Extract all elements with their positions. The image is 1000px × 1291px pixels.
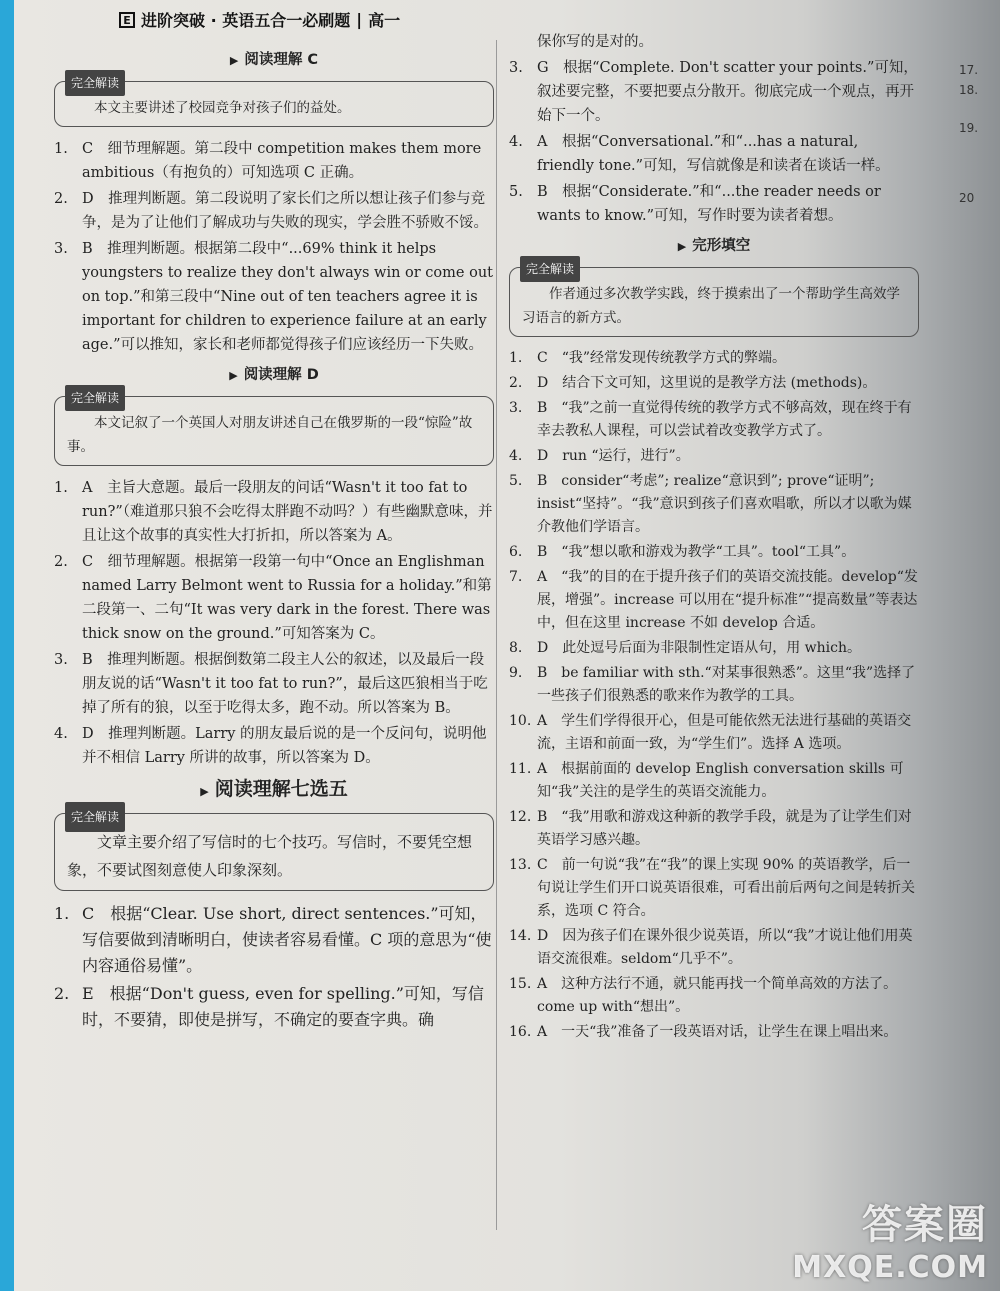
- header-separator: |: [356, 10, 363, 29]
- triangle-icon: ▶: [229, 54, 239, 67]
- full-analysis-tag: 完全解读: [65, 385, 125, 411]
- full-analysis-tag: 完全解读: [520, 256, 580, 282]
- answer-item: 5. B 根据“Considerate.”和“...the reader needs or wants to know.”可知，写作时要为读者着想。: [509, 184, 881, 224]
- section-title-reading-c: ▶ 阅读理解 C: [229, 52, 319, 68]
- answer-item: 5. B consider“考虑”; realize“意识到”; prove“证明”; insist“坚持”。“我”意识到孩子们喜欢唱歌，所以才以歌为媒介教他们学语言。: [509, 473, 912, 535]
- page-edge-strip: [0, 0, 14, 1291]
- summary-box-seven-choose-five: [54, 810, 494, 891]
- answer-item: 15. A 这种方法行不通，就只能再找一个简单高效的方法了。come up with“想出”。: [509, 976, 898, 1015]
- answer-item: 2. D 推理判断题。第二段说明了家长们之所以想让孩子们参与竞争，是为了让他们了解成功与失败的现实，学会胜不骄败不馁。: [54, 191, 488, 231]
- book-page: [14, 0, 1000, 1291]
- column-divider: [496, 40, 497, 1230]
- summary-text: 本文记叙了一个英国人对朋友讲述自己在俄罗斯的一段“惊险”故事。: [67, 415, 473, 455]
- answer-item: 2. C 细节理解题。根据第一段第一句中“Once an Englishman named Larry Belmont went to Russia for a holiday.”和第二段第一、二句“It was very dark in the forest. There was thick snow on the ground.”可知答案为 C。: [54, 554, 492, 642]
- answer-item: 3. G 根据“Complete. Don't scatter your points.”可知，叙述要完整，不要把要点分散开。彻底完成一个观点，再开始下一个。: [509, 60, 918, 124]
- section-title-cloze: ▶ 完形填空: [677, 238, 751, 254]
- answer-item: 10. A 学生们学得很开心，但是可能依然无法进行基础的英语交流，主语和前面一致，为“学生们”。选择 A 选项。: [509, 713, 912, 752]
- answer-item: 1. A 主旨大意题。最后一段朋友的问话“Wasn't it too fat to run?”（难道那只狼不会吃得太胖跑不动吗？）有些幽默意味，并且让这个故事的真实性大打折扣，所以答案为 A。: [54, 480, 493, 544]
- book-title: 进阶突破 · 英语五合一必刷题: [141, 11, 351, 30]
- summary-box-reading-c: [54, 76, 494, 127]
- left-column: [54, 42, 494, 1035]
- answer-item: 16. A 一天“我”准备了一段英语对话，让学生在课上唱出来。: [509, 1024, 898, 1040]
- full-analysis-tag: 完全解读: [65, 802, 125, 832]
- summary-text: 作者通过多次教学实践，终于摸索出了一个帮助学生高效学习语言的新方式。: [522, 286, 900, 326]
- summary-text: 文章主要介绍了写信时的七个技巧。写信时，不要凭空想象，不要试图刻意使人印象深刻。: [67, 833, 473, 879]
- answer-item: 13. C 前一句说“我”在“我”的课上实现 90% 的英语教学，后一句说让学生们开口说英语很难，可看出前后两句之间是转折关系，选项 C 符合。: [509, 857, 915, 919]
- answer-item: 3. B 推理判断题。根据第二段中“...69% think it helps youngsters to realize they don't always win or come out on top.”和第三段中“Nine out of ten teachers agree it is important for children to experience failure at an early age.”可以推知，家长和老师都觉得孩子们应该经历一下失败。: [54, 241, 493, 353]
- answer-item: 2. E 根据“Don't guess, even for spelling.”可知，写信时，不要猜，即使是拼写，不确定的要查字典。确: [54, 984, 484, 1029]
- answer-item: 1. C 根据“Clear. Use short, direct sentences.”可知，写信要做到清晰明白，使读者容易看懂。C 项的意思为“使内容通俗易懂”。: [54, 904, 492, 975]
- answer-item: 7. A “我”的目的在于提升孩子们的英语交流技能。develop“发展，增强”。increase 可以用在“提升标准”“提高数量”等表达中，但在这里 increase 不如 develop 合适。: [509, 569, 918, 631]
- book-logo-icon: E: [119, 12, 135, 28]
- next-page-margin-numbers: 17. 18. 19. 20: [959, 63, 979, 205]
- answer-item: 6. B “我”想以歌和游戏为教学“工具”。tool“工具”。: [509, 544, 856, 560]
- summary-box-reading-d: [54, 391, 494, 466]
- answer-item: 11. A 根据前面的 develop English conversation skills 可知“我”关注的是学生的英语交流能力。: [509, 761, 904, 800]
- section-title-seven-choose-five: ▶ 阅读理解七选五: [200, 778, 348, 800]
- triangle-icon: ▶: [200, 785, 209, 798]
- answer-item: 1. C “我”经常发现传统教学方式的弊端。: [509, 350, 787, 366]
- seven-choose-five-section: [54, 776, 494, 1033]
- section-title-reading-d: ▶ 阅读理解 D: [229, 367, 319, 383]
- answer-item: 3. B “我”之前一直觉得传统的教学方式不够高效，现在终于有幸去教私人课程，可以尝试着改变教学方式了。: [509, 400, 912, 439]
- continued-text: 保你写的是对的。: [537, 34, 653, 50]
- page-header: [119, 8, 400, 31]
- answer-item: 3. B 推理判断题。根据倒数第二段主人公的叙述，以及最后一段朋友说的话“Wasn't it too fat to run?”，最后这匹狼相当于吃掉了所有的狼，以至于吃得太多，跑不动。所以答案为 B。: [54, 652, 488, 716]
- answer-item: 8. D 此处逗号后面为非限制性定语从句，用 which。: [509, 640, 862, 656]
- full-analysis-tag: 完全解读: [65, 70, 125, 96]
- answer-item: 4. D 推理判断题。Larry 的朋友最后说的是一个反问句，说明他并不相信 Larry 所讲的故事，所以答案为 D。: [54, 726, 487, 766]
- summary-box-cloze: [509, 262, 919, 337]
- triangle-icon: ▶: [229, 369, 238, 382]
- answer-item: 1. C 细节理解题。第二段中 competition makes them more ambitious（有抱负的）可知选项 C 正确。: [54, 141, 482, 181]
- site-watermark: 答案圈 MXQE.COM: [792, 1202, 988, 1285]
- answer-item: 14. D 因为孩子们在课外很少说英语，所以“我”才说让他们用英语交流很难。seldom“几乎不”。: [509, 928, 913, 967]
- answer-item: 4. D run “运行，进行”。: [509, 448, 690, 464]
- right-column: [509, 30, 919, 1046]
- triangle-icon: ▶: [677, 240, 687, 253]
- answer-item: 2. D 结合下文可知，这里说的是教学方法 (methods)。: [509, 375, 877, 391]
- cloze-answer-list: [509, 347, 919, 1044]
- summary-text: 本文主要讲述了校园竞争对孩子们的益处。: [94, 100, 351, 116]
- answer-item: 4. A 根据“Conversational.”和“...has a natural, friendly tone.”可知，写信就像是和读者在谈话一样。: [509, 134, 890, 174]
- answer-item: 9. B be familiar with sth.“对某事很熟悉”。这里“我”选择了一些孩子们很熟悉的歌来作为教学的工具。: [509, 665, 916, 704]
- grade-label: 高一: [368, 11, 401, 30]
- answer-item: 12. B “我”用歌和游戏这种新的教学手段，就是为了让学生们对英语学习感兴趣。: [509, 809, 912, 848]
